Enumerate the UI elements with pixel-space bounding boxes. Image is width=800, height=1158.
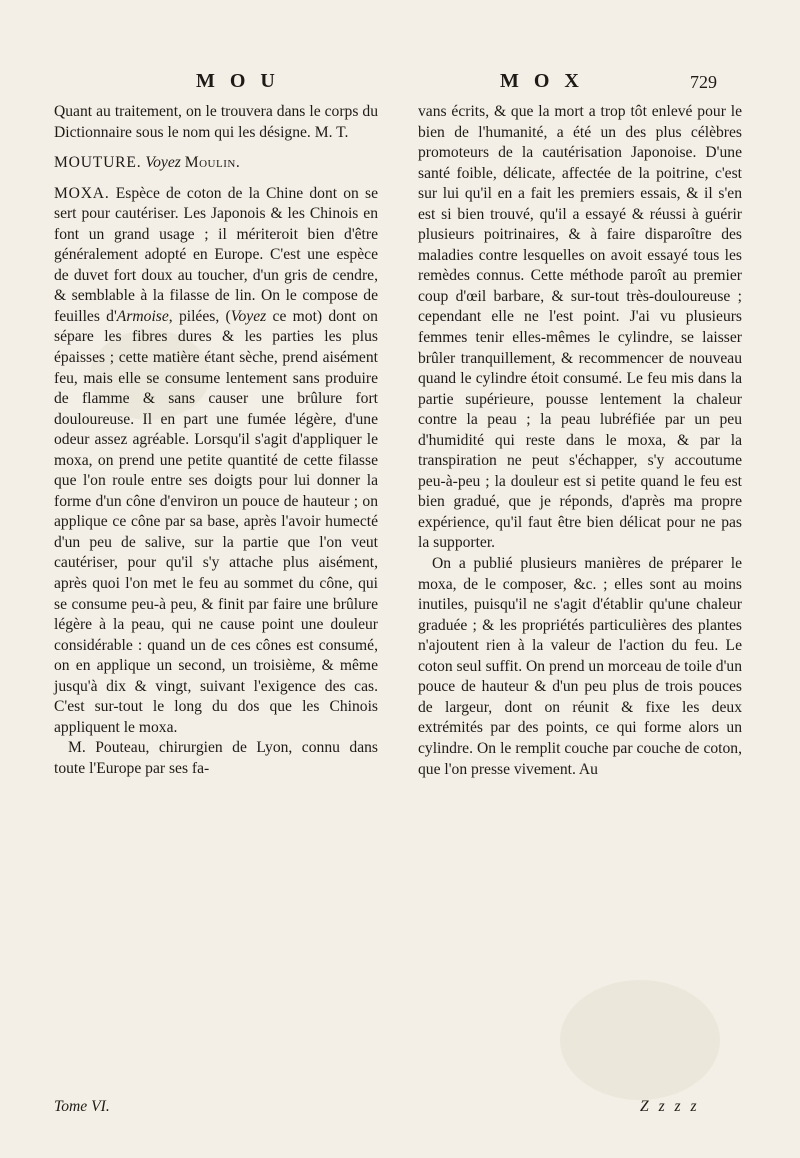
entry-text: , pilées, ( [168, 307, 231, 325]
entry-moxa [54, 184, 378, 739]
running-head-right: M O X [500, 70, 584, 92]
entry-text: Espèce de coton de la Chine dont on se sert pour cautériser. Les Japonois & les Chinois en font un grand usage ; il mériteroit bien d'être généralement adopté en Europe. C'est une espèce de duvet fort doux au toucher, d'un gris de cendre, & semblable à la filasse de lin. On le compose de feuilles d' [54, 184, 378, 325]
paragraph: vans écrits, & que la mort a trop tôt enlevé pour le bien de l'humanité, a été un des plus célèbres promoteurs de la cautérisation Japonoise. D'une santé foible, délicate, affectée de la poitrine, c'est sur lui qu'il en a fait les premiers essais, & il s'en est si bien trouvé, qu'il a essayé & réussi à guérir plusieurs poitrinaires, & à faire disparoître des maladies contre lesquelles on avoit essayé tous les remèdes connus. Cette méthode paroît au premier coup d'œil barbare, & sur-tout très-douloureuse ; cependant elle ne l'est point. J'ai vu plusieurs femmes tenir elles-mêmes le cylindre, se laisser brûler tranquillement, & recommencer de nouveau quand le cylindre étoit consumé. Le feu mis dans la partie supérieure, pousse lentement la chaleur contre la peau ; la peau lubréfiée par un peu d'humidité qui reste dans le moxa, & par la transpiration ne peut s'échapper, s'y accoutume peu-à-peu ; la douleur est si petite quand le feu est bien gradué, que je réponds, d'après ma propre expérience, qu'il faut être bien délicat pour ne pas la supporter. [418, 103, 742, 552]
paper-stain [560, 980, 720, 1100]
cross-reference: Voyez [230, 307, 267, 325]
entry-moutoure [54, 153, 378, 174]
entry-text: ce mot) dont on sépare les fibres dures & les parties les plus épaisses ; cette matière étant sèche, prend aisément feu, mais elle se consume lentement sans produire de flamme & sans causer une brûlure fort douloureuse. Il en part une fumée légère, d'une odeur assez agréable. Lorsqu'il s'agit d'appliquer le moxa, on prend une petite quantité de cette filasse que l'on roule entre ses doigts pour lui donner la forme d'un cône d'environ un pouce de hauteur ; on applique ce cône par sa base, après l'avoir humecté d'un peu de salive, sur la partie que l'on veut cautériser, pour qu'il s'y attache plus aisément, après quoi l'on met le feu au sommet du cône, qui se consume peu-à peu, & finit par faire une brûlure légère à la peau, qui ne cause point une douleur considérable : quand un de ces cônes est consumé, on en applique un second, un troisième, & même jusqu'à dix & vingt, suivant l'exigence des cas. C'est sur-tout le long du dos que les Chinois appliquent le moxa. [54, 307, 378, 736]
paragraph: M. Pouteau, chirurgien de Lyon, connu dans toute l'Europe par ses fa- [54, 739, 378, 777]
entry-headword: MOXA. [54, 184, 110, 202]
cross-reference-target: Moulin. [184, 154, 241, 172]
paragraph: On a publié plusieurs manières de préparer le moxa, de le composer, &c. ; elles sont au moins inutiles, puisqu'il ne s'agit d'établir qu'une chaleur graduée ; & les propriétés particulières des plantes n'ajoutent rien à la valeur de l'action du feu. Le coton seul suffit. On prend un morceau de toile d'un pouce de hauteur & d'un peu plus de trois pouces de largeur, dont on réunit & fixe les deux extrémités par des points, ce qui forme alors un cylindre. On le remplit couche par couche de coton, que l'on presse vivement. Au [418, 555, 742, 778]
running-head-left: M O U [196, 70, 280, 92]
right-column [418, 102, 742, 780]
entry-term: Armoise [116, 307, 169, 325]
paragraph: Quant au traitement, on le trouvera dans le corps du Dictionnaire sous le nom qui les désigne. M. T. [54, 103, 378, 141]
volume-label: Tome VI. [54, 1098, 110, 1115]
cross-reference: Voyez [145, 154, 181, 172]
left-column [54, 102, 378, 780]
signature-mark: Z z z z [640, 1098, 700, 1115]
page-number: 729 [690, 72, 717, 92]
entry-headword: MOUTURE. [54, 154, 142, 172]
